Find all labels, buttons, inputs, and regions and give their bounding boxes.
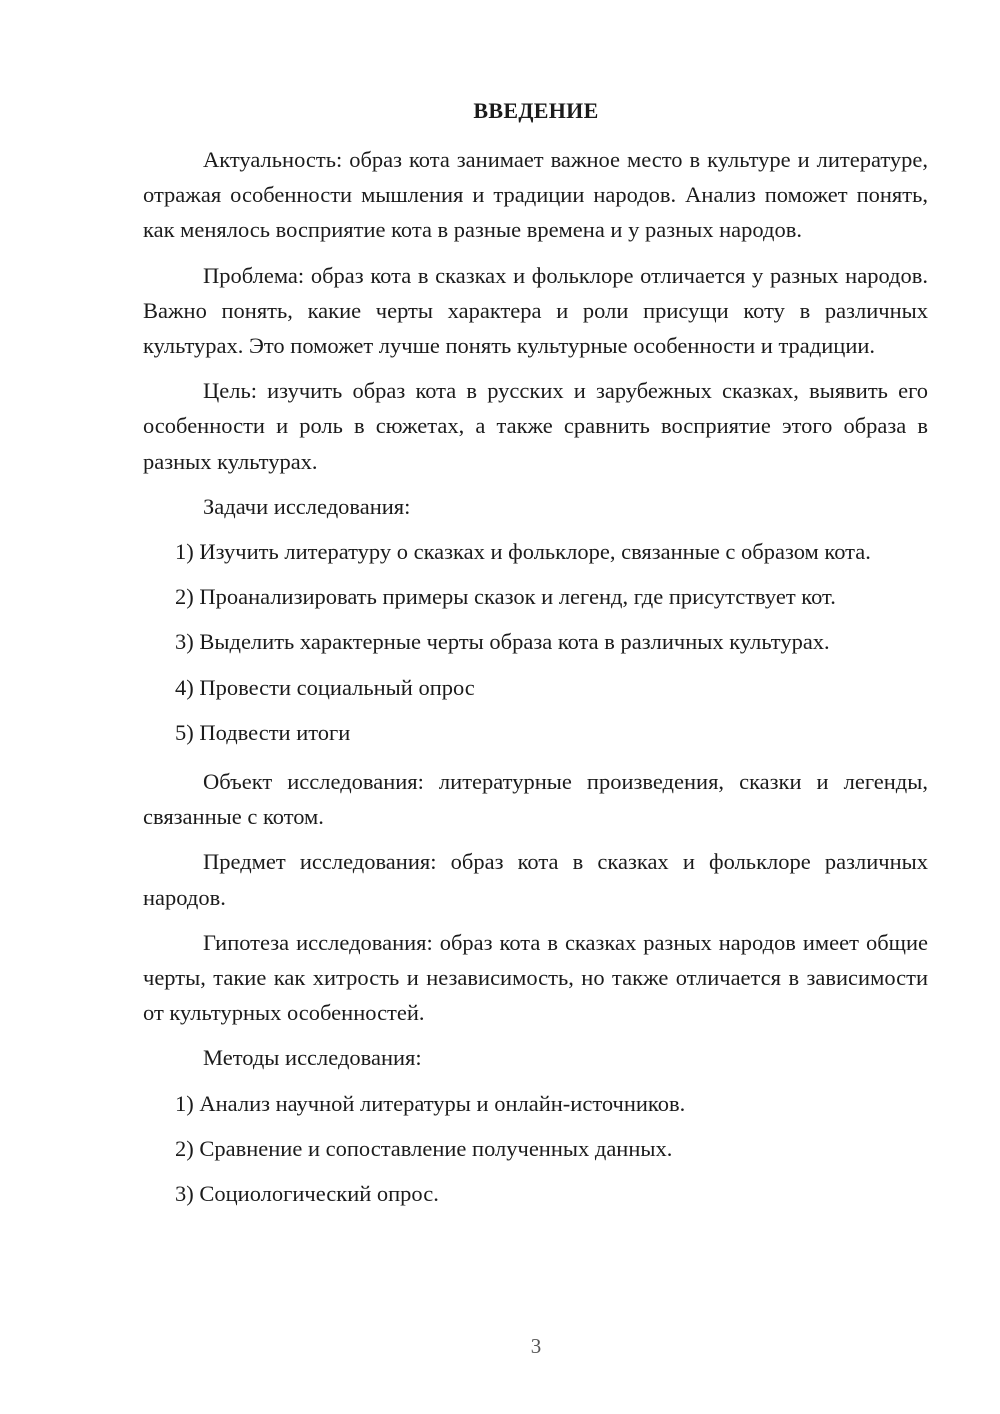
- page-title: ВВЕДЕНИЕ: [473, 98, 599, 123]
- paragraph-relevance: Актуальность: образ кота занимает важное место в культуре и литературе, отражая особенности мышления и традиции народов. Анализ поможет понять, как менялось восприятие кота в разные времена и у разных народов.: [143, 147, 928, 243]
- methods-heading: Методы исследования:: [203, 1045, 422, 1071]
- methods-list: [143, 1086, 928, 1212]
- list-item: 1) Изучить литературу о сказках и фольклоре, связанные с образом кота.: [175, 539, 871, 565]
- list-item: 4) Провести социальный опрос: [175, 674, 475, 700]
- body-text: [143, 142, 928, 1211]
- list-item: 5) Подвести итоги: [175, 719, 351, 745]
- tasks-list: [143, 534, 928, 750]
- tasks-heading: Задачи исследования:: [203, 493, 411, 519]
- list-item: 3) Выделить характерные черты образа кота в различных культурах.: [175, 629, 830, 655]
- list-item: 2) Сравнение и сопоставление полученных данных.: [175, 1135, 673, 1161]
- list-item: 1) Анализ научной литературы и онлайн-источников.: [175, 1090, 686, 1116]
- page-number: 3: [530, 1334, 542, 1358]
- paragraph-goal: Цель: изучить образ кота в русских и зарубежных сказках, выявить его особенности и роль в сюжетах, а также сравнить восприятие этого образа в разных культурах.: [143, 378, 928, 474]
- paragraph-hypothesis: Гипотеза исследования: образ кота в сказках разных народов имеет общие черты, такие как хитрость и независимость, но также отличается в зависимости от культурных особенностей.: [143, 929, 928, 1026]
- paragraph-subject: Предмет исследования: образ кота в сказках и фольклоре различных народов.: [143, 849, 928, 910]
- paragraph-object: Объект исследования: литературные произведения, сказки и легенды, связанные с котом.: [143, 769, 928, 830]
- list-item: 3) Социологический опрос.: [175, 1181, 439, 1207]
- list-item: 2) Проанализировать примеры сказок и легенд, где присутствует кот.: [175, 584, 836, 610]
- paragraph-problem: Проблема: образ кота в сказках и фольклоре отличается у разных народов. Важно понять, какие черты характера и роли присущи коту в различных культурах. Это поможет лучше понять культурные особенности и традиции.: [143, 262, 928, 359]
